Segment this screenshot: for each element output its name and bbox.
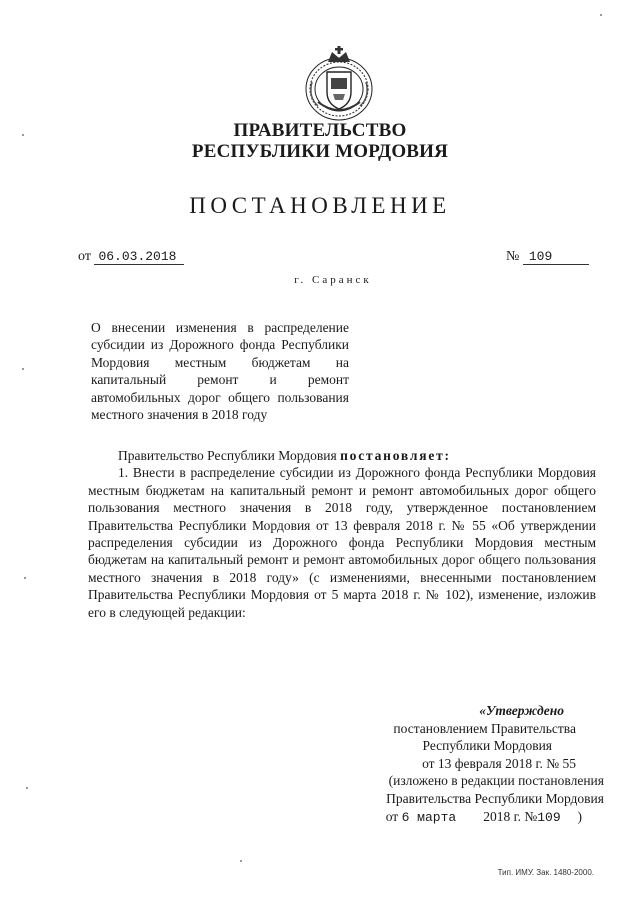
scan-speck	[24, 577, 26, 579]
number-value: 109	[523, 249, 589, 265]
document-number	[506, 249, 589, 265]
scan-speck	[22, 134, 24, 136]
scan-speck	[26, 787, 28, 789]
date-prefix: от	[78, 249, 91, 264]
intro-paragraph	[88, 447, 596, 464]
approval-last-line	[340, 808, 604, 827]
document-body	[88, 447, 596, 621]
approval-line: (изложено в редакции постановления	[388, 773, 604, 789]
intro-decree-word: постановляет:	[340, 448, 451, 463]
approval-last-prefix: от	[385, 808, 399, 824]
approval-line: Республики Мордовия	[422, 738, 552, 754]
document-type-title: ПОСТАНОВЛЕНИЕ	[189, 193, 451, 218]
city-name: г. Саранск	[294, 274, 372, 286]
paragraph-1: 1. Внести в распределение субсидии из Дорожного фонда Республики Мордовия местным бюджетам на капитальный ремонт и ремонт автомобильных дорог общего пользования местного значения в 2018 году, утвержденное постановлением Правительства Республики Мордовия от 13 февраля 2018 г. № 55 «Об утверждении распределения субсидии из Дорожного фонда Республики Мордовия местным бюджетам на капитальный ремонт и ремонт автомобильных дорог общего пользования местного значения в 2018 году» (с изменениями, внесенными постановлением Правительства Республики Мордовия от 5 марта 2018 г. № 102), изменение, изложив его в следующей редакции:	[88, 465, 596, 620]
org-name-line1: ПРАВИТЕЛЬСТВО	[233, 120, 407, 141]
scan-speck	[600, 14, 602, 16]
mordovia-coat-of-arms-icon	[298, 42, 380, 126]
approval-year: 2018 г. №	[483, 808, 538, 824]
approval-close: )	[577, 808, 582, 824]
date-value: 06.03.2018	[94, 249, 184, 265]
org-name-line2: РЕСПУБЛИКИ МОРДОВИЯ	[191, 141, 449, 162]
approval-number: 109	[537, 809, 561, 825]
scan-speck	[240, 860, 242, 862]
scan-speck	[22, 368, 24, 370]
document-subject: О внесении изменения в распределение субсидии из Дорожного фонда Республики Мордовия местным бюджетам на капитальный ремонт и ремонт автомобильных дорог общего пользования местного значения в 2018 году	[91, 320, 349, 423]
approval-title: «Утверждено	[479, 703, 564, 718]
approval-day-month: 6 марта	[401, 809, 457, 825]
approval-line: постановлением Правительства	[393, 720, 576, 736]
intro-text: Правительство Республики Мордовия	[118, 448, 337, 463]
approval-block	[340, 702, 604, 826]
print-mark: Тип. ИМУ. Зак. 1480-2000.	[497, 868, 594, 877]
document-date	[78, 249, 184, 265]
approval-line: Правительства Республики Мордовия	[386, 790, 604, 806]
approval-line: от 13 февраля 2018 г. № 55	[422, 755, 576, 771]
number-prefix: №	[506, 249, 520, 264]
